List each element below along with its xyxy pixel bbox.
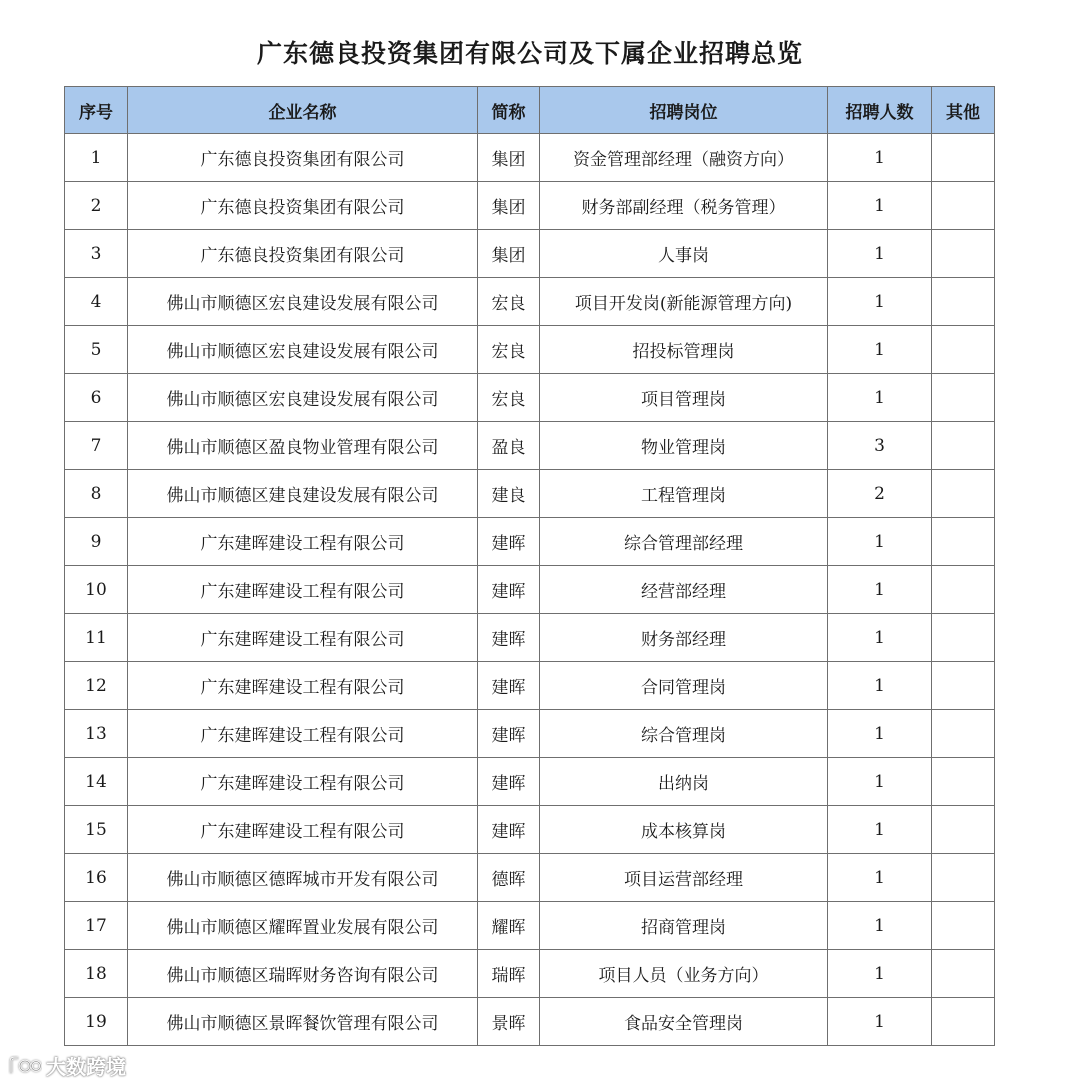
cell-short-name: 宏良 bbox=[478, 374, 540, 422]
cell-headcount: 1 bbox=[828, 374, 932, 422]
cell-index: 3 bbox=[65, 230, 128, 278]
table-row bbox=[65, 518, 995, 566]
cell-company-name: 广东建晖建设工程有限公司 bbox=[128, 806, 478, 854]
cell-company-name: 佛山市顺德区盈良物业管理有限公司 bbox=[128, 422, 478, 470]
cell-index: 10 bbox=[65, 566, 128, 614]
watermark-logo-icon bbox=[8, 1055, 42, 1077]
cell-position: 食品安全管理岗 bbox=[540, 998, 828, 1046]
cell-short-name: 瑞晖 bbox=[478, 950, 540, 998]
cell-position: 项目管理岗 bbox=[540, 374, 828, 422]
cell-index: 1 bbox=[65, 134, 128, 182]
cell-index: 16 bbox=[65, 854, 128, 902]
table-row bbox=[65, 230, 995, 278]
table-row bbox=[65, 710, 995, 758]
cell-headcount: 1 bbox=[828, 566, 932, 614]
cell-other bbox=[932, 470, 995, 518]
cell-short-name: 集团 bbox=[478, 230, 540, 278]
cell-other bbox=[932, 134, 995, 182]
cell-position: 资金管理部经理（融资方向） bbox=[540, 134, 828, 182]
cell-other bbox=[932, 950, 995, 998]
cell-short-name: 建晖 bbox=[478, 518, 540, 566]
table-row bbox=[65, 998, 995, 1046]
cell-short-name: 建晖 bbox=[478, 758, 540, 806]
header-index: 序号 bbox=[65, 87, 128, 134]
cell-short-name: 建晖 bbox=[478, 710, 540, 758]
table-row bbox=[65, 662, 995, 710]
cell-short-name: 建良 bbox=[478, 470, 540, 518]
cell-index: 4 bbox=[65, 278, 128, 326]
table-row bbox=[65, 758, 995, 806]
cell-headcount: 1 bbox=[828, 518, 932, 566]
cell-headcount: 1 bbox=[828, 902, 932, 950]
header-company-name: 企业名称 bbox=[128, 87, 478, 134]
cell-company-name: 佛山市顺德区宏良建设发展有限公司 bbox=[128, 326, 478, 374]
cell-other bbox=[932, 614, 995, 662]
cell-index: 6 bbox=[65, 374, 128, 422]
cell-headcount: 2 bbox=[828, 470, 932, 518]
cell-company-name: 佛山市顺德区德晖城市开发有限公司 bbox=[128, 854, 478, 902]
cell-headcount: 1 bbox=[828, 278, 932, 326]
cell-short-name: 建晖 bbox=[478, 662, 540, 710]
cell-short-name: 建晖 bbox=[478, 566, 540, 614]
cell-company-name: 广东建晖建设工程有限公司 bbox=[128, 662, 478, 710]
cell-short-name: 耀晖 bbox=[478, 902, 540, 950]
header-position: 招聘岗位 bbox=[540, 87, 828, 134]
cell-company-name: 广东德良投资集团有限公司 bbox=[128, 134, 478, 182]
cell-other bbox=[932, 422, 995, 470]
cell-position: 出纳岗 bbox=[540, 758, 828, 806]
table-row bbox=[65, 134, 995, 182]
cell-company-name: 广东建晖建设工程有限公司 bbox=[128, 566, 478, 614]
cell-position: 财务部副经理（税务管理） bbox=[540, 182, 828, 230]
cell-position: 财务部经理 bbox=[540, 614, 828, 662]
cell-headcount: 1 bbox=[828, 998, 932, 1046]
cell-other bbox=[932, 902, 995, 950]
cell-index: 17 bbox=[65, 902, 128, 950]
cell-company-name: 广东德良投资集团有限公司 bbox=[128, 230, 478, 278]
cell-headcount: 1 bbox=[828, 758, 932, 806]
cell-company-name: 广东德良投资集团有限公司 bbox=[128, 182, 478, 230]
cell-other bbox=[932, 998, 995, 1046]
cell-short-name: 建晖 bbox=[478, 614, 540, 662]
cell-headcount: 1 bbox=[828, 182, 932, 230]
page-title: 广东德良投资集团有限公司及下属企业招聘总览 bbox=[256, 39, 803, 68]
cell-company-name: 广东建晖建设工程有限公司 bbox=[128, 758, 478, 806]
cell-index: 5 bbox=[65, 326, 128, 374]
cell-headcount: 1 bbox=[828, 950, 932, 998]
cell-position: 招投标管理岗 bbox=[540, 326, 828, 374]
cell-index: 7 bbox=[65, 422, 128, 470]
cell-other bbox=[932, 662, 995, 710]
cell-position: 招商管理岗 bbox=[540, 902, 828, 950]
cell-short-name: 集团 bbox=[478, 134, 540, 182]
cell-position: 经营部经理 bbox=[540, 566, 828, 614]
cell-index: 19 bbox=[65, 998, 128, 1046]
watermark-text: 大数跨境 bbox=[46, 1055, 126, 1079]
cell-index: 8 bbox=[65, 470, 128, 518]
cell-other bbox=[932, 710, 995, 758]
header-headcount: 招聘人数 bbox=[828, 87, 932, 134]
cell-other bbox=[932, 854, 995, 902]
cell-other bbox=[932, 326, 995, 374]
cell-headcount: 1 bbox=[828, 710, 932, 758]
cell-other bbox=[932, 182, 995, 230]
table-row bbox=[65, 326, 995, 374]
table-row bbox=[65, 950, 995, 998]
cell-index: 9 bbox=[65, 518, 128, 566]
cell-position: 工程管理岗 bbox=[540, 470, 828, 518]
cell-index: 13 bbox=[65, 710, 128, 758]
cell-company-name: 广东建晖建设工程有限公司 bbox=[128, 614, 478, 662]
header-short-name: 简称 bbox=[478, 87, 540, 134]
cell-index: 15 bbox=[65, 806, 128, 854]
cell-index: 12 bbox=[65, 662, 128, 710]
cell-position: 项目人员（业务方向） bbox=[540, 950, 828, 998]
cell-headcount: 3 bbox=[828, 422, 932, 470]
cell-short-name: 宏良 bbox=[478, 278, 540, 326]
cell-position: 项目开发岗(新能源管理方向) bbox=[540, 278, 828, 326]
cell-headcount: 1 bbox=[828, 662, 932, 710]
header-other: 其他 bbox=[932, 87, 995, 134]
cell-other bbox=[932, 230, 995, 278]
table-row bbox=[65, 902, 995, 950]
table-body bbox=[65, 134, 995, 1046]
cell-short-name: 建晖 bbox=[478, 806, 540, 854]
cell-headcount: 1 bbox=[828, 854, 932, 902]
cell-short-name: 宏良 bbox=[478, 326, 540, 374]
cell-short-name: 德晖 bbox=[478, 854, 540, 902]
cell-short-name: 盈良 bbox=[478, 422, 540, 470]
table-row bbox=[65, 422, 995, 470]
cell-company-name: 佛山市顺德区景晖餐饮管理有限公司 bbox=[128, 998, 478, 1046]
table-row bbox=[65, 470, 995, 518]
cell-company-name: 广东建晖建设工程有限公司 bbox=[128, 710, 478, 758]
cell-other bbox=[932, 374, 995, 422]
cell-company-name: 广东建晖建设工程有限公司 bbox=[128, 518, 478, 566]
cell-index: 18 bbox=[65, 950, 128, 998]
cell-headcount: 1 bbox=[828, 614, 932, 662]
cell-headcount: 1 bbox=[828, 230, 932, 278]
cell-index: 2 bbox=[65, 182, 128, 230]
cell-headcount: 1 bbox=[828, 134, 932, 182]
cell-position: 合同管理岗 bbox=[540, 662, 828, 710]
cell-position: 综合管理部经理 bbox=[540, 518, 828, 566]
cell-company-name: 佛山市顺德区宏良建设发展有限公司 bbox=[128, 278, 478, 326]
table-row bbox=[65, 854, 995, 902]
cell-other bbox=[932, 518, 995, 566]
cell-position: 物业管理岗 bbox=[540, 422, 828, 470]
cell-company-name: 佛山市顺德区建良建设发展有限公司 bbox=[128, 470, 478, 518]
cell-position: 项目运营部经理 bbox=[540, 854, 828, 902]
cell-other bbox=[932, 566, 995, 614]
cell-headcount: 1 bbox=[828, 326, 932, 374]
cell-other bbox=[932, 806, 995, 854]
table-row bbox=[65, 278, 995, 326]
cell-company-name: 佛山市顺德区瑞晖财务咨询有限公司 bbox=[128, 950, 478, 998]
cell-short-name: 集团 bbox=[478, 182, 540, 230]
cell-position: 综合管理岗 bbox=[540, 710, 828, 758]
watermark bbox=[8, 1051, 126, 1080]
table-row bbox=[65, 374, 995, 422]
table-row bbox=[65, 806, 995, 854]
cell-company-name: 佛山市顺德区耀晖置业发展有限公司 bbox=[128, 902, 478, 950]
cell-company-name: 佛山市顺德区宏良建设发展有限公司 bbox=[128, 374, 478, 422]
table-row bbox=[65, 566, 995, 614]
table-header-row bbox=[65, 87, 995, 134]
cell-other bbox=[932, 758, 995, 806]
cell-position: 人事岗 bbox=[540, 230, 828, 278]
recruitment-table bbox=[64, 86, 995, 1046]
cell-index: 11 bbox=[65, 614, 128, 662]
cell-other bbox=[932, 278, 995, 326]
cell-short-name: 景晖 bbox=[478, 998, 540, 1046]
table-row bbox=[65, 182, 995, 230]
table-row bbox=[65, 614, 995, 662]
cell-index: 14 bbox=[65, 758, 128, 806]
cell-position: 成本核算岗 bbox=[540, 806, 828, 854]
cell-headcount: 1 bbox=[828, 806, 932, 854]
